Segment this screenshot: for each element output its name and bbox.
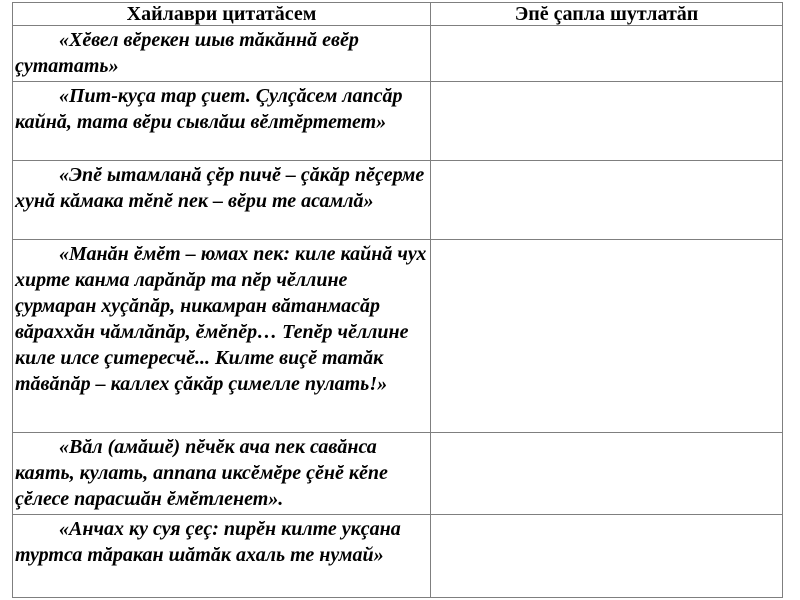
answer-cell[interactable]: [431, 82, 783, 161]
quote-cell: [13, 82, 431, 161]
table-header-row: [13, 3, 783, 26]
table-row: [13, 161, 783, 240]
quote-text: «Анчах ку суя çеç: пирĕн килте укçана туртса тăракан шăтăк ахаль те нумай»: [15, 518, 401, 566]
quote-text: «Эпĕ ытамланă çĕр пичĕ – çăкăр пĕçерме хунă кăмака тĕпĕ пек – вĕри те асамлă»: [15, 164, 425, 212]
quote-text: «Манăн ĕмĕт – юмах пек: киле кайнă чух хирте канма ларăпăр та пĕр чĕллине çурмаран хуçăпăр, никамран вăтанмасăр вăраххăн чăмлăпăр, ĕмĕпĕр… Тепĕр чĕллине киле илсе çитересчĕ... Килте виçĕ татăк тăвăпăр – каллех çăкăр çимелле пулать!»: [15, 243, 427, 395]
quote-text: «Вăл (амăшĕ) пĕчĕк ача пек савăнса каять, кулать, аппапа иксĕмĕре çĕнĕ кĕпе çĕлесе парасшăн ĕмĕтленет».: [15, 436, 388, 510]
quote-cell: [13, 161, 431, 240]
quote-cell: [13, 515, 431, 598]
quotes-table: [12, 2, 783, 598]
table-row: [13, 26, 783, 82]
table-row: [13, 433, 783, 515]
quote-cell: [13, 433, 431, 515]
answer-cell[interactable]: [431, 433, 783, 515]
answer-cell[interactable]: [431, 515, 783, 598]
answer-cell[interactable]: [431, 240, 783, 433]
table-row: [13, 240, 783, 433]
answer-cell[interactable]: [431, 26, 783, 82]
table-row: [13, 515, 783, 598]
quote-text: «Хĕвел вĕрекен шыв тăкăннă евĕр çутатать»: [15, 29, 359, 77]
column-header-opinion: Эпĕ çапла шутлатăп: [431, 3, 783, 26]
quote-cell: [13, 26, 431, 82]
table-row: [13, 82, 783, 161]
column-header-quotes: Хайлаври цитатăсем: [13, 3, 431, 26]
quote-cell: [13, 240, 431, 433]
answer-cell[interactable]: [431, 161, 783, 240]
quote-text: «Пит-куçа тар çиет. Çулçăсем лапсăр кайнă, тата вĕри сывлăш вĕлтĕртетет»: [15, 85, 403, 133]
